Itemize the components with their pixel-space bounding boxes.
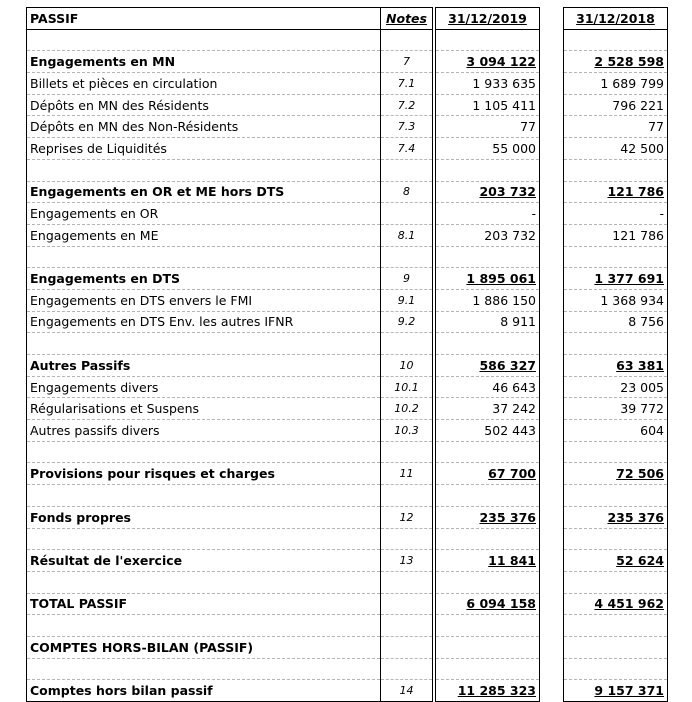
row-label: Reprises de Liquidités xyxy=(27,138,381,160)
row-note xyxy=(381,593,433,615)
row-note xyxy=(381,246,433,268)
row-label xyxy=(27,159,381,181)
header-year-2018: 31/12/2018 xyxy=(564,8,668,30)
row-value-2018: 52 624 xyxy=(564,550,668,572)
row-label: Provisions pour risques et charges xyxy=(27,463,381,485)
table-row xyxy=(27,636,668,658)
row-label: Fonds propres xyxy=(27,506,381,528)
row-value-2018: 121 786 xyxy=(564,224,668,246)
row-value-2019 xyxy=(436,246,540,268)
row-value-2018: 4 451 962 xyxy=(564,593,668,615)
table-row xyxy=(27,51,668,73)
row-note: 7 xyxy=(381,51,433,73)
row-value-2018 xyxy=(564,29,668,51)
row-value-2019 xyxy=(436,485,540,507)
row-note: 10 xyxy=(381,355,433,377)
row-note xyxy=(381,203,433,225)
row-label: Régularisations et Suspens xyxy=(27,398,381,420)
row-value-2018: - xyxy=(564,203,668,225)
table-row xyxy=(27,398,668,420)
row-value-2018: 1 368 934 xyxy=(564,289,668,311)
row-value-2018: 72 506 xyxy=(564,463,668,485)
row-value-2018: 1 377 691 xyxy=(564,268,668,290)
row-note xyxy=(381,528,433,550)
row-note: 7.1 xyxy=(381,73,433,95)
row-label: COMPTES HORS-BILAN (PASSIF) xyxy=(27,636,381,658)
row-value-2018 xyxy=(564,441,668,463)
row-label: Billets et pièces en circulation xyxy=(27,73,381,95)
row-value-2019: 11 841 xyxy=(436,550,540,572)
row-value-2019: 46 643 xyxy=(436,376,540,398)
row-note: 9.1 xyxy=(381,289,433,311)
table-row xyxy=(27,506,668,528)
row-label xyxy=(27,441,381,463)
table-row xyxy=(27,571,668,593)
row-note xyxy=(381,441,433,463)
row-note xyxy=(381,658,433,680)
row-value-2018 xyxy=(564,246,668,268)
row-label: Engagements en OR et ME hors DTS xyxy=(27,181,381,203)
table-row xyxy=(27,94,668,116)
row-value-2019 xyxy=(436,615,540,637)
table-row xyxy=(27,224,668,246)
table-row xyxy=(27,528,668,550)
table-row xyxy=(27,550,668,572)
row-note: 7.2 xyxy=(381,94,433,116)
row-label xyxy=(27,658,381,680)
row-value-2019: 586 327 xyxy=(436,355,540,377)
row-value-2018: 39 772 xyxy=(564,398,668,420)
row-note: 8.1 xyxy=(381,224,433,246)
row-value-2019: 6 094 158 xyxy=(436,593,540,615)
row-label: Dépôts en MN des Résidents xyxy=(27,94,381,116)
table-row xyxy=(27,420,668,442)
table-row xyxy=(27,181,668,203)
row-label: Engagements divers xyxy=(27,376,381,398)
row-note: 11 xyxy=(381,463,433,485)
row-label: Engagements en MN xyxy=(27,51,381,73)
passif-table xyxy=(26,7,668,702)
row-label: Engagements en DTS Env. les autres IFNR xyxy=(27,311,381,333)
row-value-2018 xyxy=(564,571,668,593)
row-note xyxy=(381,333,433,355)
row-value-2018: 9 157 371 xyxy=(564,680,668,702)
row-value-2018: 121 786 xyxy=(564,181,668,203)
table-row xyxy=(27,311,668,333)
row-label xyxy=(27,333,381,355)
row-note: 10.1 xyxy=(381,376,433,398)
row-value-2019 xyxy=(436,636,540,658)
row-value-2019 xyxy=(436,571,540,593)
row-value-2019 xyxy=(436,333,540,355)
table-row xyxy=(27,246,668,268)
row-value-2019: 3 094 122 xyxy=(436,51,540,73)
row-label: Résultat de l'exercice xyxy=(27,550,381,572)
passif-balance-sheet xyxy=(26,7,667,702)
row-note: 9.2 xyxy=(381,311,433,333)
table-row xyxy=(27,138,668,160)
row-value-2019: 203 732 xyxy=(436,181,540,203)
table-row xyxy=(27,376,668,398)
row-value-2018 xyxy=(564,485,668,507)
row-note xyxy=(381,636,433,658)
row-value-2019: 203 732 xyxy=(436,224,540,246)
row-label: Comptes hors bilan passif xyxy=(27,680,381,702)
row-value-2018: 2 528 598 xyxy=(564,51,668,73)
row-note xyxy=(381,485,433,507)
header-row xyxy=(27,8,668,30)
table-row xyxy=(27,658,668,680)
row-note xyxy=(381,571,433,593)
row-value-2019: 235 376 xyxy=(436,506,540,528)
row-label: Autres Passifs xyxy=(27,355,381,377)
row-label: Engagements en DTS xyxy=(27,268,381,290)
row-value-2019: 37 242 xyxy=(436,398,540,420)
row-label xyxy=(27,571,381,593)
table-row xyxy=(27,268,668,290)
row-label xyxy=(27,29,381,51)
row-value-2018: 235 376 xyxy=(564,506,668,528)
row-value-2019: 502 443 xyxy=(436,420,540,442)
table-row xyxy=(27,29,668,51)
row-note: 10.2 xyxy=(381,398,433,420)
table-row xyxy=(27,355,668,377)
row-label: Engagements en OR xyxy=(27,203,381,225)
row-note: 14 xyxy=(381,680,433,702)
row-value-2018: 604 xyxy=(564,420,668,442)
table-row xyxy=(27,463,668,485)
table-row xyxy=(27,680,668,702)
row-value-2019: 1 886 150 xyxy=(436,289,540,311)
row-value-2018: 796 221 xyxy=(564,94,668,116)
row-value-2019: 1 895 061 xyxy=(436,268,540,290)
row-label xyxy=(27,485,381,507)
row-label: Dépôts en MN des Non-Résidents xyxy=(27,116,381,138)
row-note: 10.3 xyxy=(381,420,433,442)
row-label: Engagements en ME xyxy=(27,224,381,246)
row-value-2018: 23 005 xyxy=(564,376,668,398)
table-row xyxy=(27,159,668,181)
row-value-2018 xyxy=(564,333,668,355)
row-value-2018 xyxy=(564,159,668,181)
row-label: Engagements en DTS envers le FMI xyxy=(27,289,381,311)
header-year-2019: 31/12/2019 xyxy=(436,8,540,30)
table-row xyxy=(27,593,668,615)
row-value-2019: 55 000 xyxy=(436,138,540,160)
row-value-2018: 42 500 xyxy=(564,138,668,160)
row-value-2019 xyxy=(436,658,540,680)
row-value-2018 xyxy=(564,636,668,658)
row-label xyxy=(27,528,381,550)
row-note: 8 xyxy=(381,181,433,203)
row-note: 9 xyxy=(381,268,433,290)
row-value-2018: 63 381 xyxy=(564,355,668,377)
row-value-2018 xyxy=(564,528,668,550)
table-row xyxy=(27,203,668,225)
row-value-2018 xyxy=(564,615,668,637)
row-note: 7.4 xyxy=(381,138,433,160)
row-value-2018: 8 756 xyxy=(564,311,668,333)
row-value-2019: 1 933 635 xyxy=(436,73,540,95)
table-row xyxy=(27,289,668,311)
row-label: TOTAL PASSIF xyxy=(27,593,381,615)
table-row xyxy=(27,116,668,138)
row-value-2019: 67 700 xyxy=(436,463,540,485)
row-value-2018 xyxy=(564,658,668,680)
row-note xyxy=(381,29,433,51)
table-row xyxy=(27,333,668,355)
row-value-2019: 8 911 xyxy=(436,311,540,333)
table-row xyxy=(27,441,668,463)
row-label xyxy=(27,615,381,637)
table-row xyxy=(27,485,668,507)
header-notes: Notes xyxy=(381,8,433,30)
row-value-2019: 11 285 323 xyxy=(436,680,540,702)
row-value-2018: 77 xyxy=(564,116,668,138)
table-row xyxy=(27,615,668,637)
row-note: 12 xyxy=(381,506,433,528)
row-value-2019: 1 105 411 xyxy=(436,94,540,116)
row-note: 13 xyxy=(381,550,433,572)
row-note: 7.3 xyxy=(381,116,433,138)
row-value-2019 xyxy=(436,528,540,550)
row-value-2018: 1 689 799 xyxy=(564,73,668,95)
row-note xyxy=(381,615,433,637)
table-row xyxy=(27,73,668,95)
header-passif: PASSIF xyxy=(27,8,381,30)
row-value-2019 xyxy=(436,29,540,51)
row-label xyxy=(27,246,381,268)
row-label: Autres passifs divers xyxy=(27,420,381,442)
row-value-2019 xyxy=(436,159,540,181)
row-value-2019 xyxy=(436,441,540,463)
row-note xyxy=(381,159,433,181)
row-value-2019: 77 xyxy=(436,116,540,138)
row-value-2019: - xyxy=(436,203,540,225)
